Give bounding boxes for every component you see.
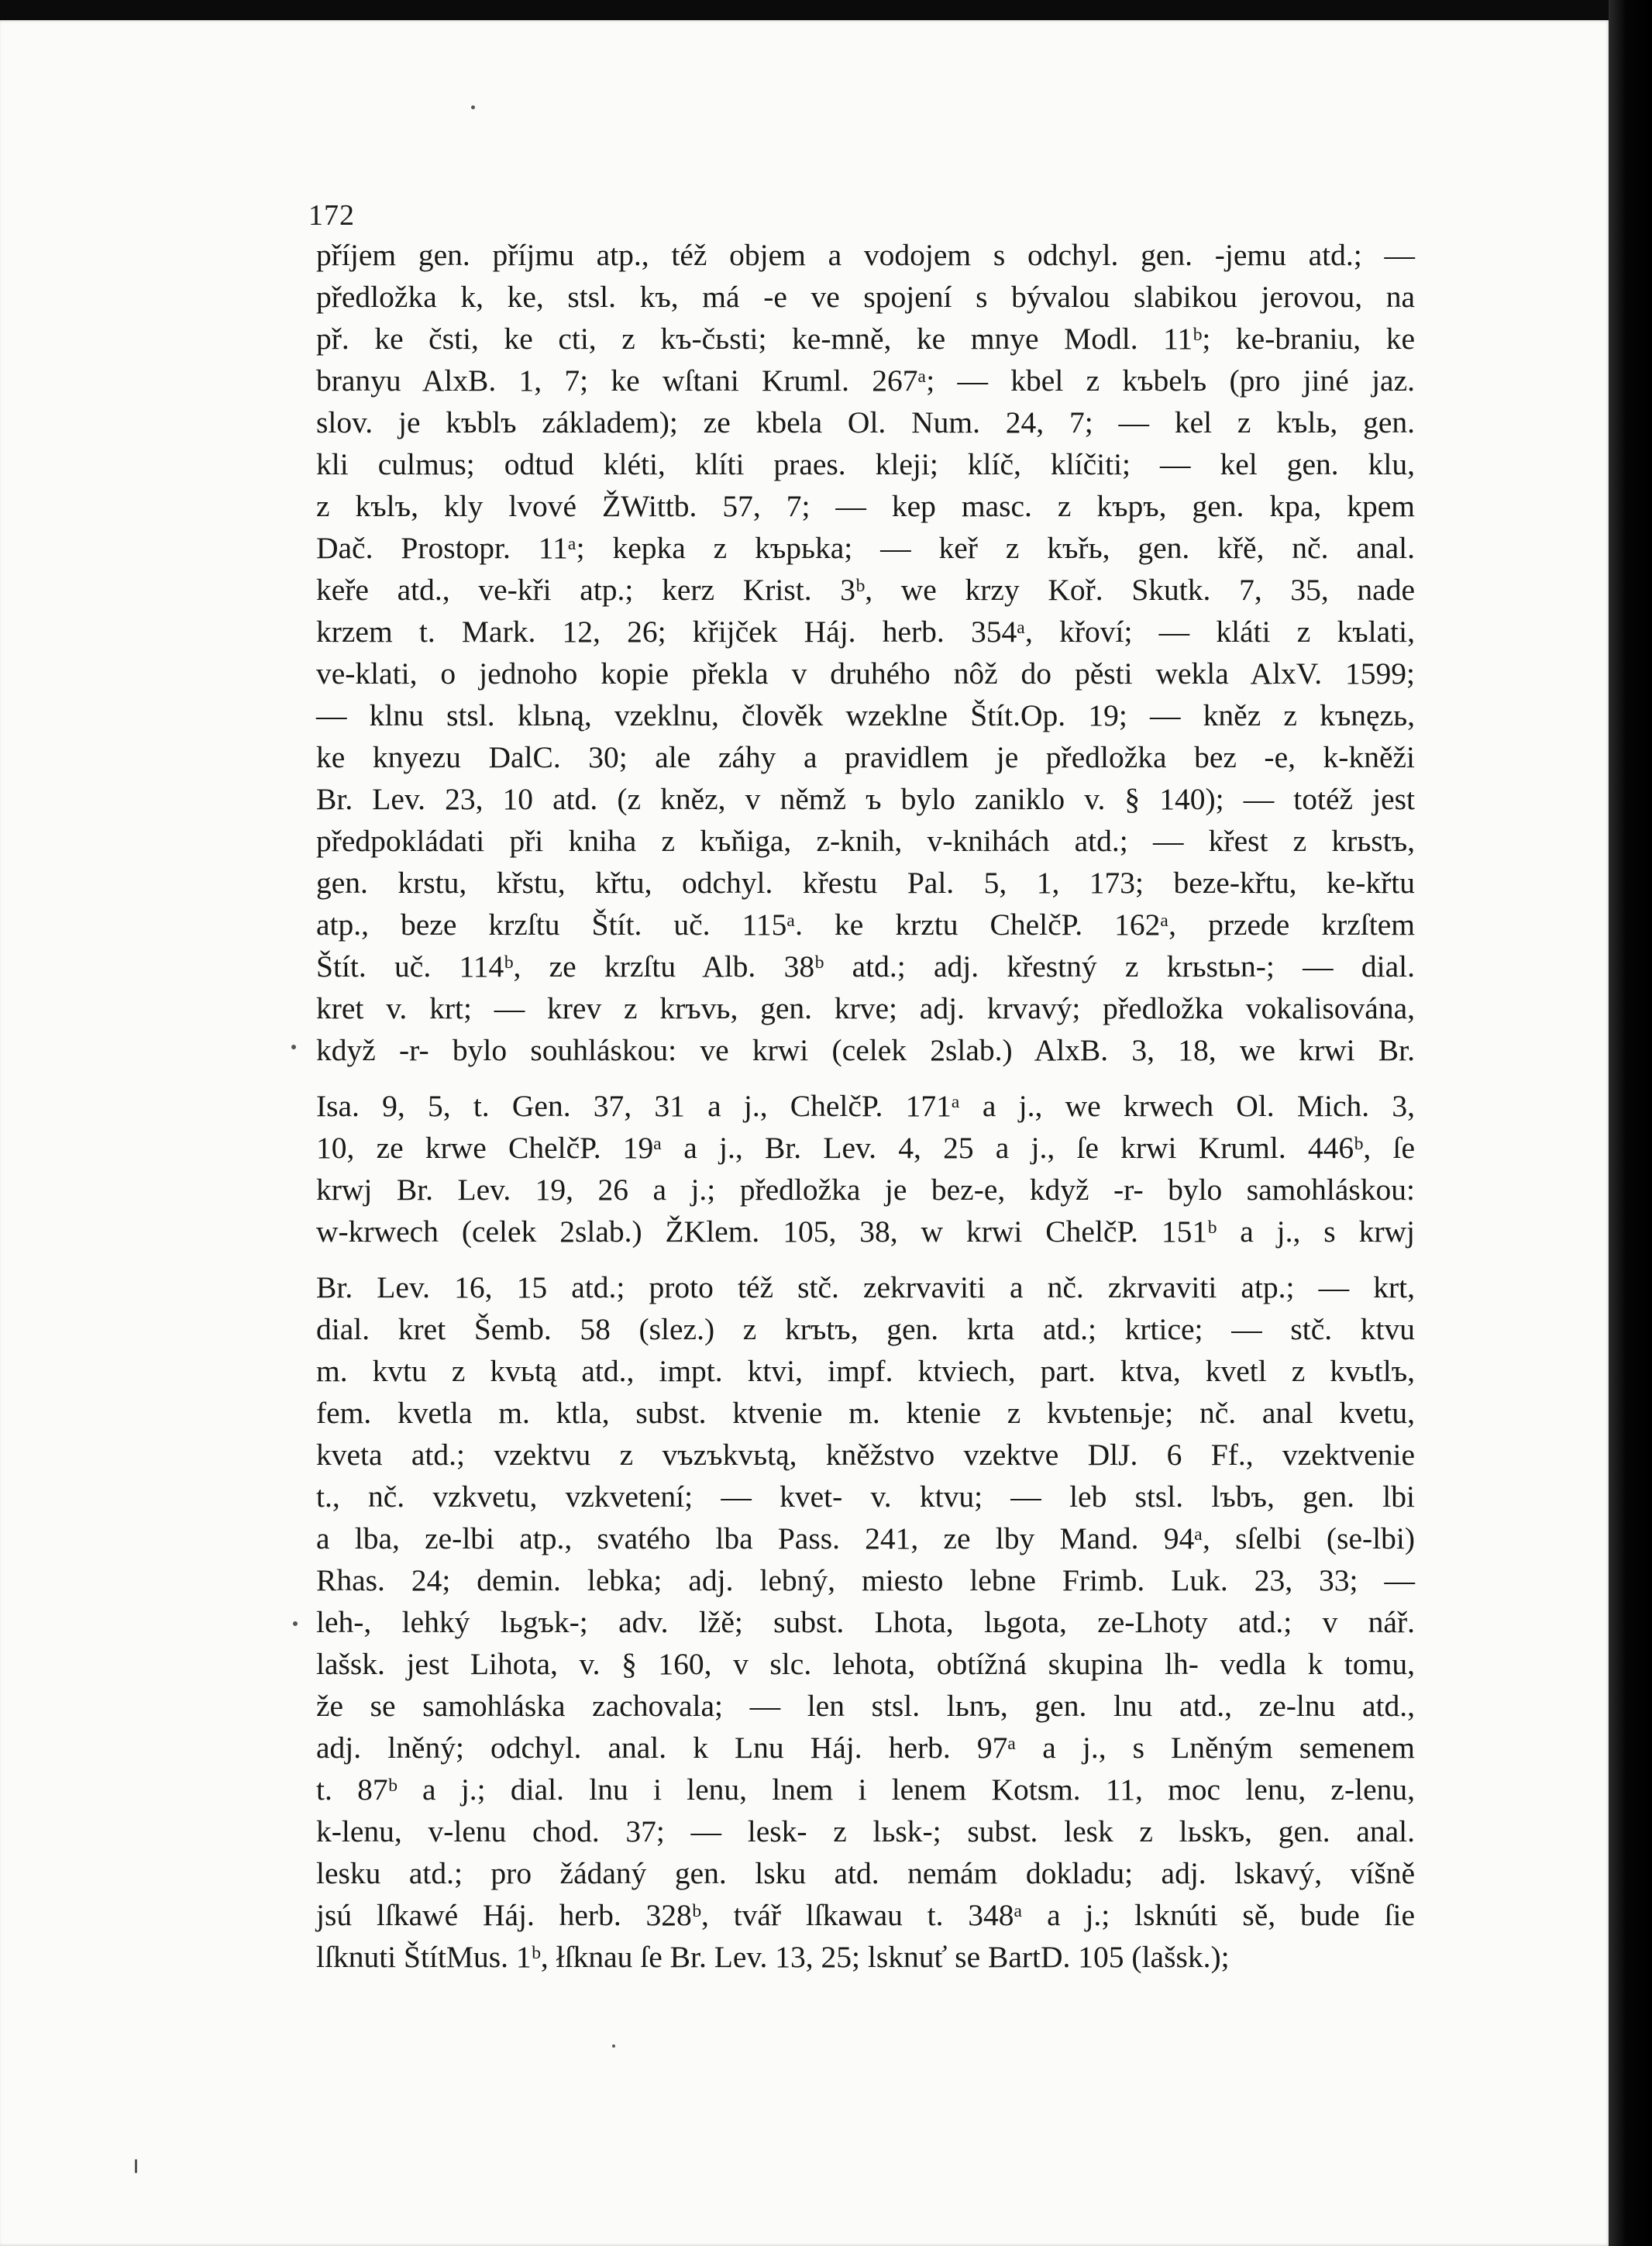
text-line: slov. je kъblъ základem); ze kbela Ol. Num. 24, 7; — kel z kъlь, gen. (316, 405, 1415, 439)
text-line: př. ke čsti, ke cti, z kъ-čьsti; ke-mně, ke mnye Modl. 11ᵇ; ke-braniu, ke (316, 322, 1415, 356)
text-line: lſknuti ŠtítMus. 1ᵇ, łſknau ſe Br. Lev. 13, 25; lsknuť se BartD. 105 (lašsk.); (316, 1940, 1230, 1974)
scan-speck (471, 105, 475, 109)
text-line: kveta atd.; vzektvu z vъzъkvьtą, kněžstvo vzektve DlJ. 6 Ff., vzektvenie (316, 1438, 1415, 1472)
text-line: leh-, lehký lьgъk-; adv. lžě; subst. Lhota, lьgota, ze-Lhoty atd.; v nář. (316, 1605, 1415, 1639)
page-gutter-shadow (1609, 0, 1652, 2246)
book-page (0, 20, 1610, 2246)
text-line: m. kvtu z kvьtą atd., impt. ktvi, impf. ktviech, part. ktva, kvetl z kvьtlъ, (316, 1354, 1415, 1388)
text-line: když -r- bylo souhláskou: ve krwi (celek 2slab.) AlxB. 3, 18, we krwi Br. (316, 1033, 1415, 1067)
text-line: z kъlъ, kly lvové ŽWittb. 57, 7; — kep masc. z kъpъ, gen. kpa, kpem (316, 489, 1415, 523)
page-body-text (316, 234, 1415, 1978)
text-line: jsú lſkawé Háj. herb. 328ᵇ, tvář lſkawau t. 348ᵃ a j.; lsknúti sě, bude ſie (316, 1898, 1415, 1932)
text-line: že se samohláska zachovala; — len stsl. lьnъ, gen. lnu atd., ze-lnu atd., (316, 1689, 1415, 1723)
page-number: 172 (308, 199, 355, 232)
scan-speck (612, 2044, 615, 2048)
text-line: a lba, ze-lbi atp., svatého lba Pass. 241, ze lby Mand. 94ᵃ, sſelbi (se-lbi) (316, 1521, 1415, 1555)
text-line: ke knyezu DalC. 30; ale záhy a pravidlem je předložka bez -e, k-kněži (316, 740, 1415, 774)
text-line: Štít. uč. 114ᵇ, ze krzſtu Alb. 38ᵇ atd.; adj. křestný z krьstьn-; — dial. (316, 949, 1415, 983)
text-line: gen. krstu, křstu, křtu, odchyl. křestu Pal. 5, 1, 173; beze-křtu, ke-křtu (316, 866, 1415, 900)
text-line: Br. Lev. 23, 10 atd. (z kněz, v němž ъ bylo zaniklo v. § 140); — totéž jest (316, 782, 1415, 816)
text-line: krzem t. Mark. 12, 26; křijček Háj. herb. 354ᵃ, křoví; — kláti z kъlati, (316, 615, 1415, 649)
text-line: Dač. Prostopr. 11ᵃ; kepka z kъpьka; — keř z kъřь, gen. křě, nč. anal. (316, 531, 1415, 565)
text-line: atp., beze krzſtu Štít. uč. 115ᵃ. ke krztu ChelčP. 162ᵃ, przede krzſtem (316, 908, 1415, 942)
scan-speck (293, 1621, 298, 1626)
text-line: — klnu stsl. klьną, vzeklnu, člověk wzeklne Štít.Op. 19; — kněz z kъnęzь, (316, 698, 1415, 732)
text-line: kret v. krt; — krev z krъvь, gen. krve; adj. krvavý; předložka vokalisována, (316, 991, 1415, 1025)
text-line: příjem gen. příjmu atp., též objem a vodojem s odchyl. gen. -jemu atd.; — (316, 238, 1415, 272)
text-line: k-lenu, v-lenu chod. 37; — lesk- z lьsk-; subst. lesk z lьskъ, gen. anal. (316, 1814, 1415, 1848)
text-line: t. 87ᵇ a j.; dial. lnu i lenu, lnem i lenem Kotsm. 11, moc lenu, z-lenu, (316, 1772, 1415, 1807)
text-line: předložka k, ke, stsl. kъ, má -e ve spojení s bývalou slabikou jerovou, na (316, 280, 1415, 314)
text-line: předpokládati při kniha z kъňiga, z-knih, v-knihách atd.; — křest z krьstъ, (316, 824, 1415, 858)
scan-speck (291, 1045, 296, 1049)
text-line: krwj Br. Lev. 19, 26 a j.; předložka je bez-e, když -r- bylo samohláskou: (316, 1173, 1415, 1207)
text-line: lesku atd.; pro žádaný gen. lsku atd. nemám dokladu; adj. lskavý, víšně (316, 1856, 1415, 1890)
text-line: Isa. 9, 5, t. Gen. 37, 31 a j., ChelčP. 171ᵃ a j., we krwech Ol. Mich. 3, (316, 1089, 1415, 1123)
text-line: w-krwech (celek 2slab.) ŽKlem. 105, 38, w krwi ChelčP. 151ᵇ a j., s krwj (316, 1214, 1415, 1249)
text-line: t., nč. vzkvetu, vzkvetení; — kvet- v. ktvu; — leb stsl. lъbъ, gen. lbi (316, 1480, 1415, 1514)
text-line: Br. Lev. 16, 15 atd.; proto též stč. zekrvaviti a nč. zkrvaviti atp.; — krt, (316, 1270, 1415, 1304)
text-line: dial. kret Šemb. 58 (slez.) z krъtъ, gen. krta atd.; krtice; — stč. ktvu (316, 1312, 1415, 1346)
scan-speck (135, 2159, 137, 2173)
text-line: lašsk. jest Lihota, v. § 160, v slc. lehota, obtížná skupina lh- vedla k tomu, (316, 1647, 1415, 1681)
text-line: 10, ze krwe ChelčP. 19ᵃ a j., Br. Lev. 4, 25 a j., ſe krwi Kruml. 446ᵇ, ſe (316, 1131, 1415, 1165)
text-line: branyu AlxB. 1, 7; ke wſtani Kruml. 267ᵃ; — kbel z kъbelъ (pro jiné jaz. (316, 363, 1415, 398)
text-line: adj. lněný; odchyl. anal. k Lnu Háj. herb. 97ᵃ a j., s Lněným semenem (316, 1731, 1415, 1765)
text-line: kli culmus; odtud kléti, klíti praes. kleji; klíč, klíčiti; — kel gen. klu, (316, 447, 1415, 481)
text-line: fem. kvetla m. ktla, subst. ktvenie m. ktenie z kvьtenьje; nč. anal kvetu, (316, 1396, 1415, 1430)
text-line: ve-klati, o jednoho kopie překla v druhého nôž do pěsti wekla AlxV. 1599; (316, 656, 1415, 691)
text-line: keře atd., ve-kři atp.; kerz Krist. 3ᵇ, we krzy Koř. Skutk. 7, 35, nade (316, 573, 1415, 607)
text-line: Rhas. 24; demin. lebka; adj. lebný, miesto lebne Frimb. Luk. 23, 33; — (316, 1563, 1415, 1597)
